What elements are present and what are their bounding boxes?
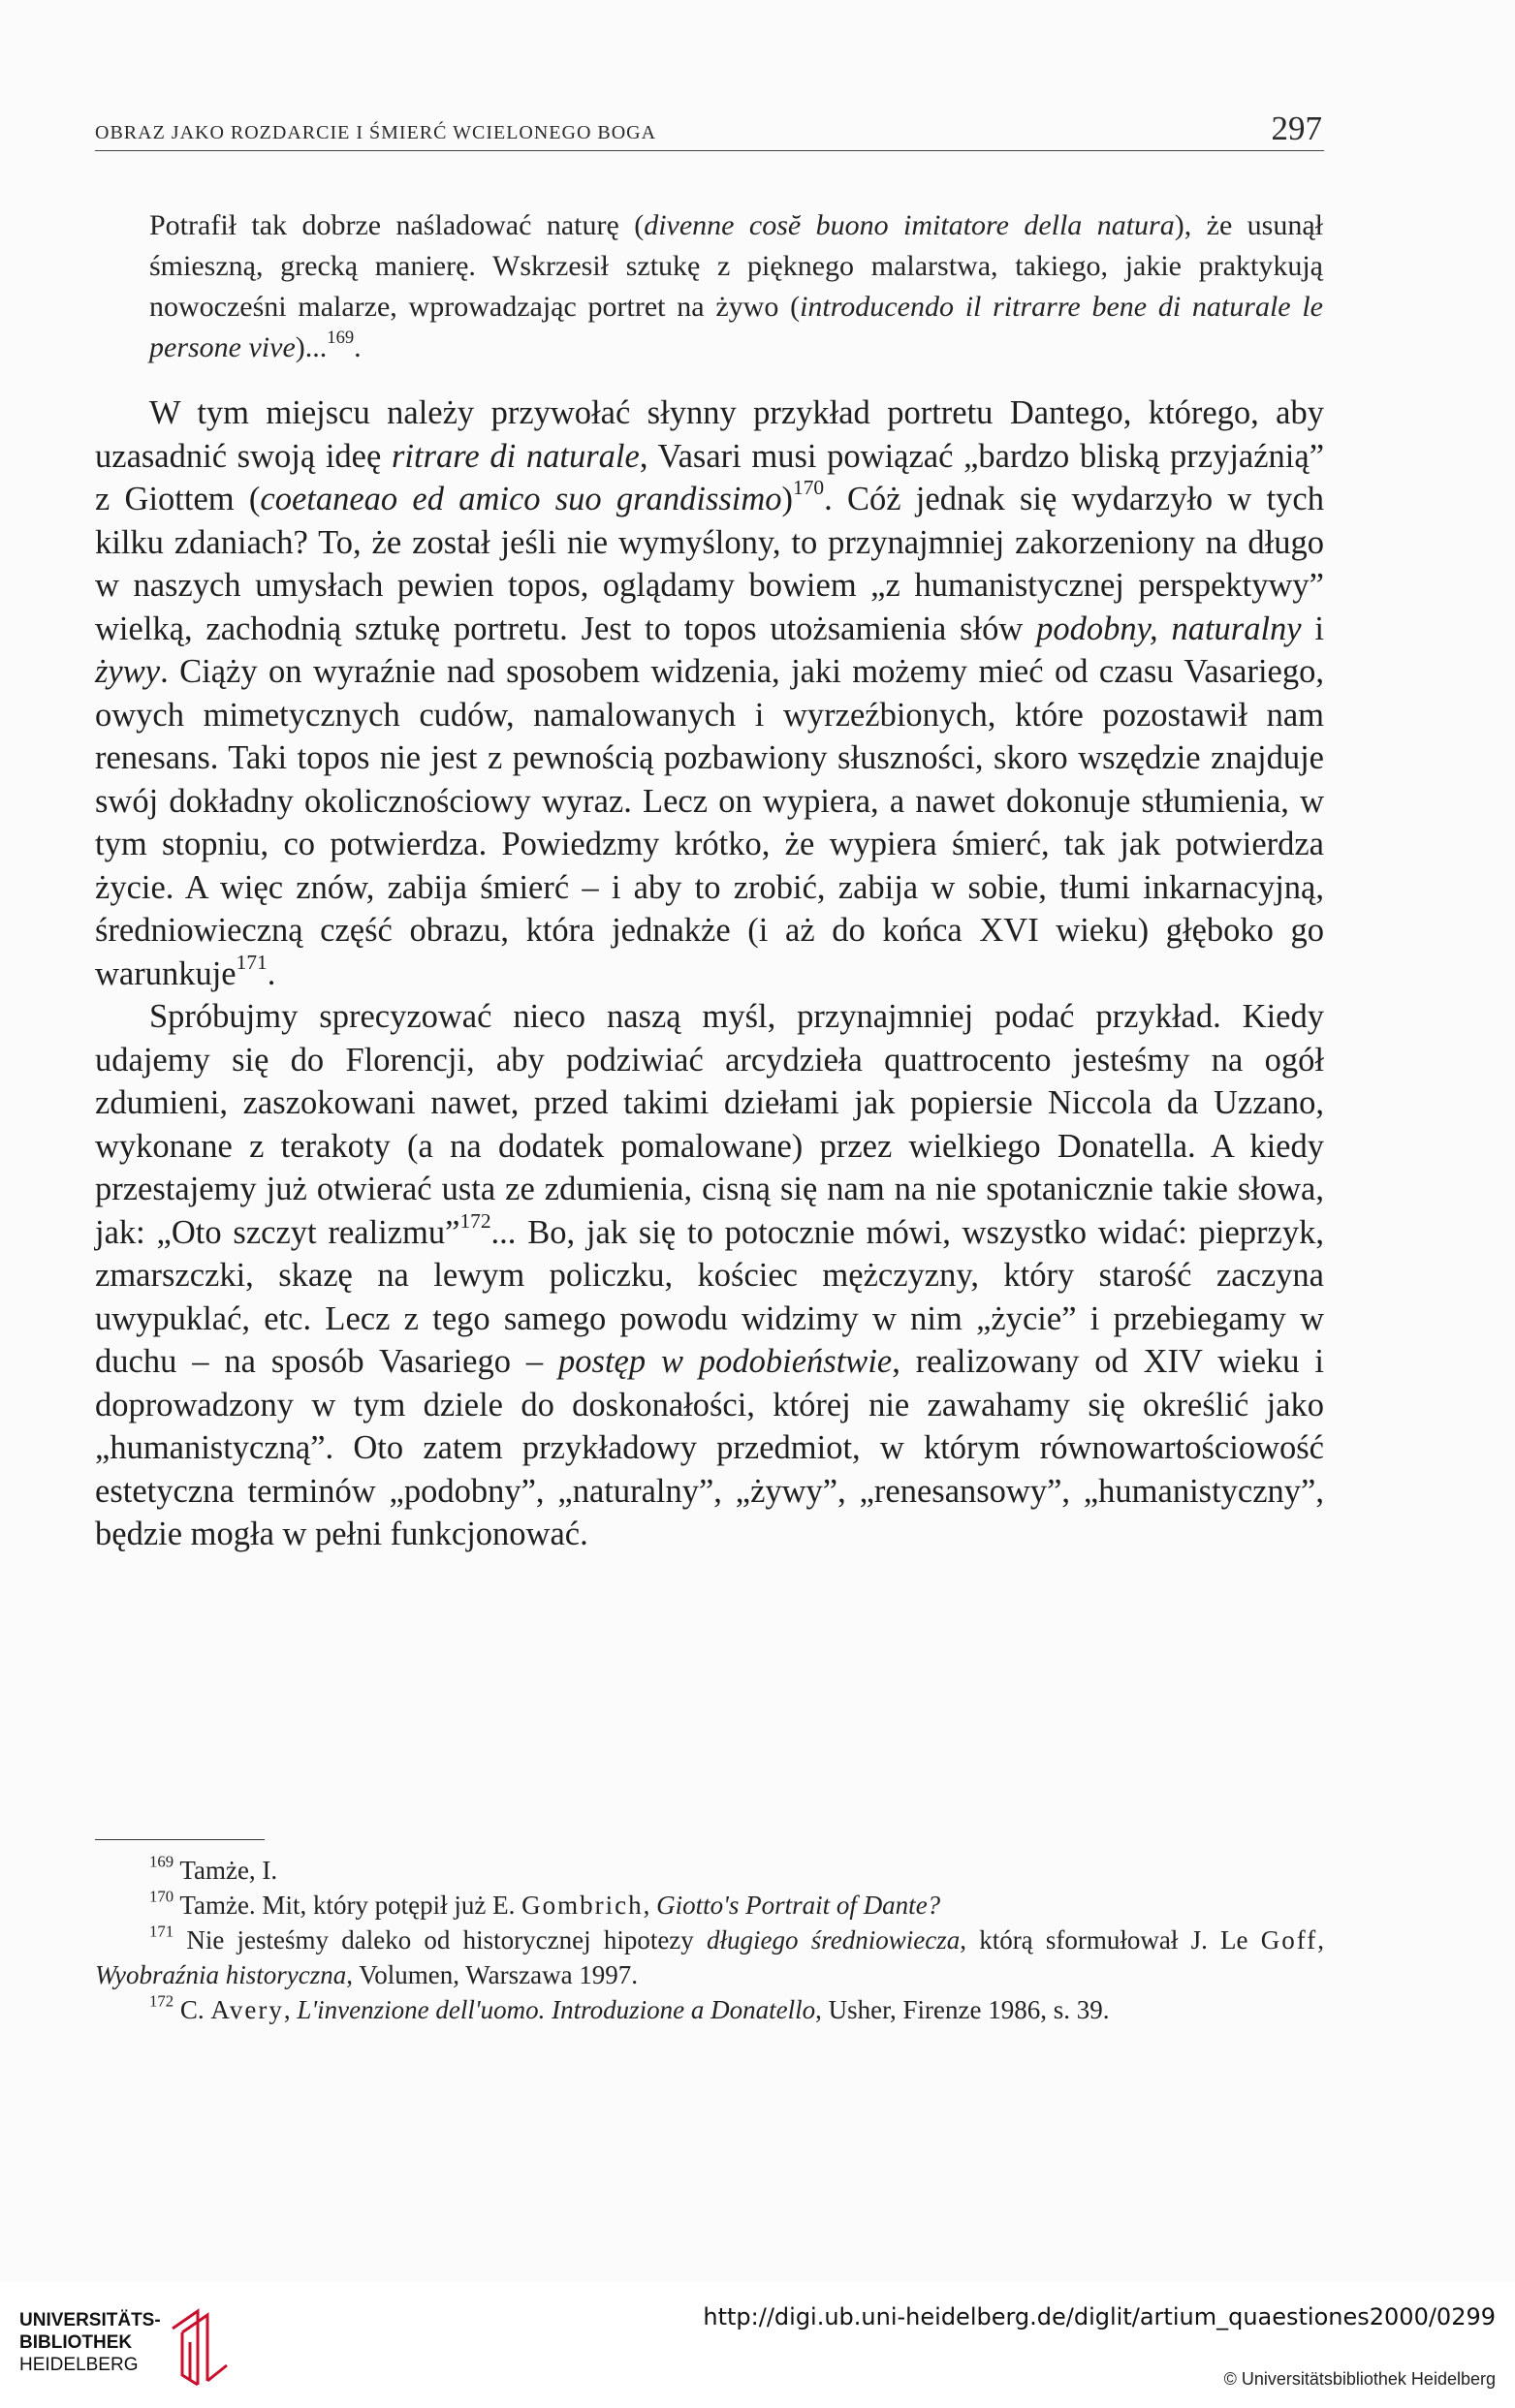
footnote-number: 170 <box>149 1887 174 1906</box>
text-run: , <box>1317 1925 1324 1955</box>
text-run: . Ciąży on wyraźnie nad sposobem widzenia, jaki możemy mieć od czasu Vasariego, owych mimetycznych cudów, namalowanych i wyrzeźbionych, które pozostawił nam renesans. Taki topos nie jest z pewnością pozbawiony słuszności, skoro wszędzie znajduje swój dokładny okolicznościowy wyraz. Lecz on wypiera, a nawet dokonuje stłumienia, w tym stopniu, co potwierdza. Powiedzmy krótko, że wypiera śmierć, tak jak potwierdza życie. A więc znów, zabija śmierć – i aby to zrobić, zabija w sobie, tłumi inkarnacyjną, średniowieczną część obrazu, która jednakże (i aż do końca XVI wieku) głęboko go warunkuje <box>95 653 1324 992</box>
text-run: Tamże, I. <box>174 1856 278 1885</box>
italic-run: coetaneao ed amico suo grandissimo <box>260 481 782 517</box>
footnote-ref: 171 <box>236 950 268 974</box>
text-run: C. <box>174 1995 211 2024</box>
italic-run: L'invenzione dell'uomo. Introduzione a Donatello <box>297 1995 816 2024</box>
footnote-ref: 169 <box>327 328 355 349</box>
text-run: ... Bo, jak się to potocznie mówi, wszystko widać: pieprzyk, zmarszczki, skazę na lewym policzku, kościec mężczyzny, który starość zaczyna uwypuklać, etc. Lecz z tego samego powodu widzimy w nim „życie” i przebiegamy w duchu – na sposób Vasariego – <box>95 1213 1324 1380</box>
author-name: Goff <box>1260 1925 1318 1955</box>
italic-run: podobny, naturalny <box>1036 610 1302 647</box>
logo-line: UNIVERSITÄTS- <box>19 2310 161 2330</box>
copyright-notice: © Universitätsbibliothek Heidelberg <box>1223 2369 1496 2389</box>
quote-text: Potrafił tak dobrze naśladować naturę ( <box>149 209 645 241</box>
footnote-number: 169 <box>149 1852 174 1871</box>
footnote-171 <box>95 1923 1324 1992</box>
footnote-169 <box>95 1853 1324 1888</box>
italic-run: postęp w podobieństwie <box>558 1343 893 1380</box>
logo-line: HEIDELBERG <box>19 2355 139 2375</box>
quote-text: )... <box>295 331 328 363</box>
page-number: 297 <box>1271 109 1322 147</box>
library-logo[interactable] <box>19 2303 242 2391</box>
text-run: . Cóż jednak się wydarzyło w tych kilku zdaniach? To, że został jeśli nie wymyślony, to przynajmniej zakorzeniony na długo w naszych umysłach pewien topos, oglądamy bowiem „z humanistycznej perspektywy” wielką, zachodnią sztukę portretu. Jest to topos utożsamienia słów <box>95 481 1324 647</box>
text-run: Nie jesteśmy daleko od historycznej hipotezy <box>174 1925 708 1955</box>
paragraph <box>95 391 1324 995</box>
italic-run: długiego średniowiecza <box>707 1925 961 1955</box>
text-run: i <box>1301 610 1324 647</box>
text-run: , realizowany od XIV wieku i doprowadzony w tym dziele do doskonałości, której nie zawahamy się określić jako „humanistyczną”. Oto zatem przykładowy przedmiot, w którym równowartościowość estetyczna terminów „podobny”, „naturalny”, „żywy”, „renesansowy”, „humanistyczny”, będzie mogła w pełni funkcjonować. <box>95 1343 1324 1552</box>
quote-italic: divenne cosĕ buono imitatore della natura <box>644 209 1175 241</box>
quote-text: ), że usunął śmieszną, grecką manierę. Wskrzesił sztukę z pięknego malarstwa, takiego, jakie praktykują nowocześni malarze, wprowadzając portret na żywo ( <box>149 209 1324 323</box>
block-quote <box>149 205 1323 368</box>
body-text <box>95 391 1324 1556</box>
text-run: . <box>267 954 276 992</box>
text-run: Spróbujmy sprecyzować nieco naszą myśl, przynajmniej podać przykład. Kiedy udajemy się do Florencji, aby podziwiać arcydzieła quattrocento jesteśmy na ogół zdumieni, zaszokowani nawet, przed takimi dziełami jak popiersie Niccola da Uzzano, wykonane z terakoty (a na dodatek pomalowane) przez wielkiego Donatella. A kiedy przestajemy już otwierać usta ze zdumienia, cisną się nam na nie spotanicznie takie słowa, jak: „Oto szczyt realizmu” <box>95 998 1324 1251</box>
footnote-number: 172 <box>149 1991 174 2011</box>
library-emblem-icon <box>165 2303 235 2391</box>
footnote-number: 171 <box>149 1922 174 1941</box>
italic-run: Giotto's Portrait of Dante? <box>656 1891 941 1920</box>
footnote-170 <box>95 1888 1324 1923</box>
quote-italic: introducendo il ritrarre bene di naturale le persone vive <box>149 291 1323 363</box>
text-run: , <box>283 1995 298 2024</box>
logo-line: BIBLIOTHEK <box>19 2332 133 2353</box>
text-run: ) <box>781 481 794 517</box>
footnotes <box>95 1853 1324 2027</box>
document-url[interactable]: http://digi.ub.uni-heidelberg.de/diglit/artium_quaestiones2000/0299 <box>703 2303 1496 2330</box>
running-header <box>95 111 1324 151</box>
text-run: , Volumen, Warszawa 1997. <box>346 1960 639 1989</box>
italic-run: Wyobraźnia historyczna <box>95 1960 347 1989</box>
library-footer <box>0 2282 1515 2408</box>
italic-run: żywy <box>95 653 161 690</box>
text-run: W tym miejscu należy przywołać słynny przykład portretu Dantego, którego, aby uzasadnić swoją ideę <box>95 394 1324 475</box>
author-name: Avery <box>210 1995 284 2024</box>
quote-text: . <box>354 331 362 363</box>
logo-text <box>19 2309 161 2376</box>
footnote-172 <box>95 1992 1324 2027</box>
running-title: OBRAZ JAKO ROZDARCIE I ŚMIERĆ WCIELONEGO BOGA <box>95 122 657 143</box>
footnote-ref: 170 <box>793 475 825 499</box>
paragraph <box>95 995 1324 1556</box>
italic-run: ritrare di naturale <box>392 437 640 475</box>
text-run: , którą sformułował J. Le <box>960 1925 1261 1955</box>
footnote-divider <box>95 1839 265 1840</box>
text-run: , <box>643 1891 657 1920</box>
footnote-ref: 172 <box>459 1208 491 1233</box>
text-run: , Vasari musi powiązać „bardzo bliską przyjaźnią” z Giottem ( <box>95 437 1325 517</box>
author-name: Gombrich <box>521 1891 644 1920</box>
text-run: Tamże. Mit, który potępił już E. <box>174 1891 522 1920</box>
text-run: , Usher, Firenze 1986, s. 39. <box>815 1995 1110 2024</box>
